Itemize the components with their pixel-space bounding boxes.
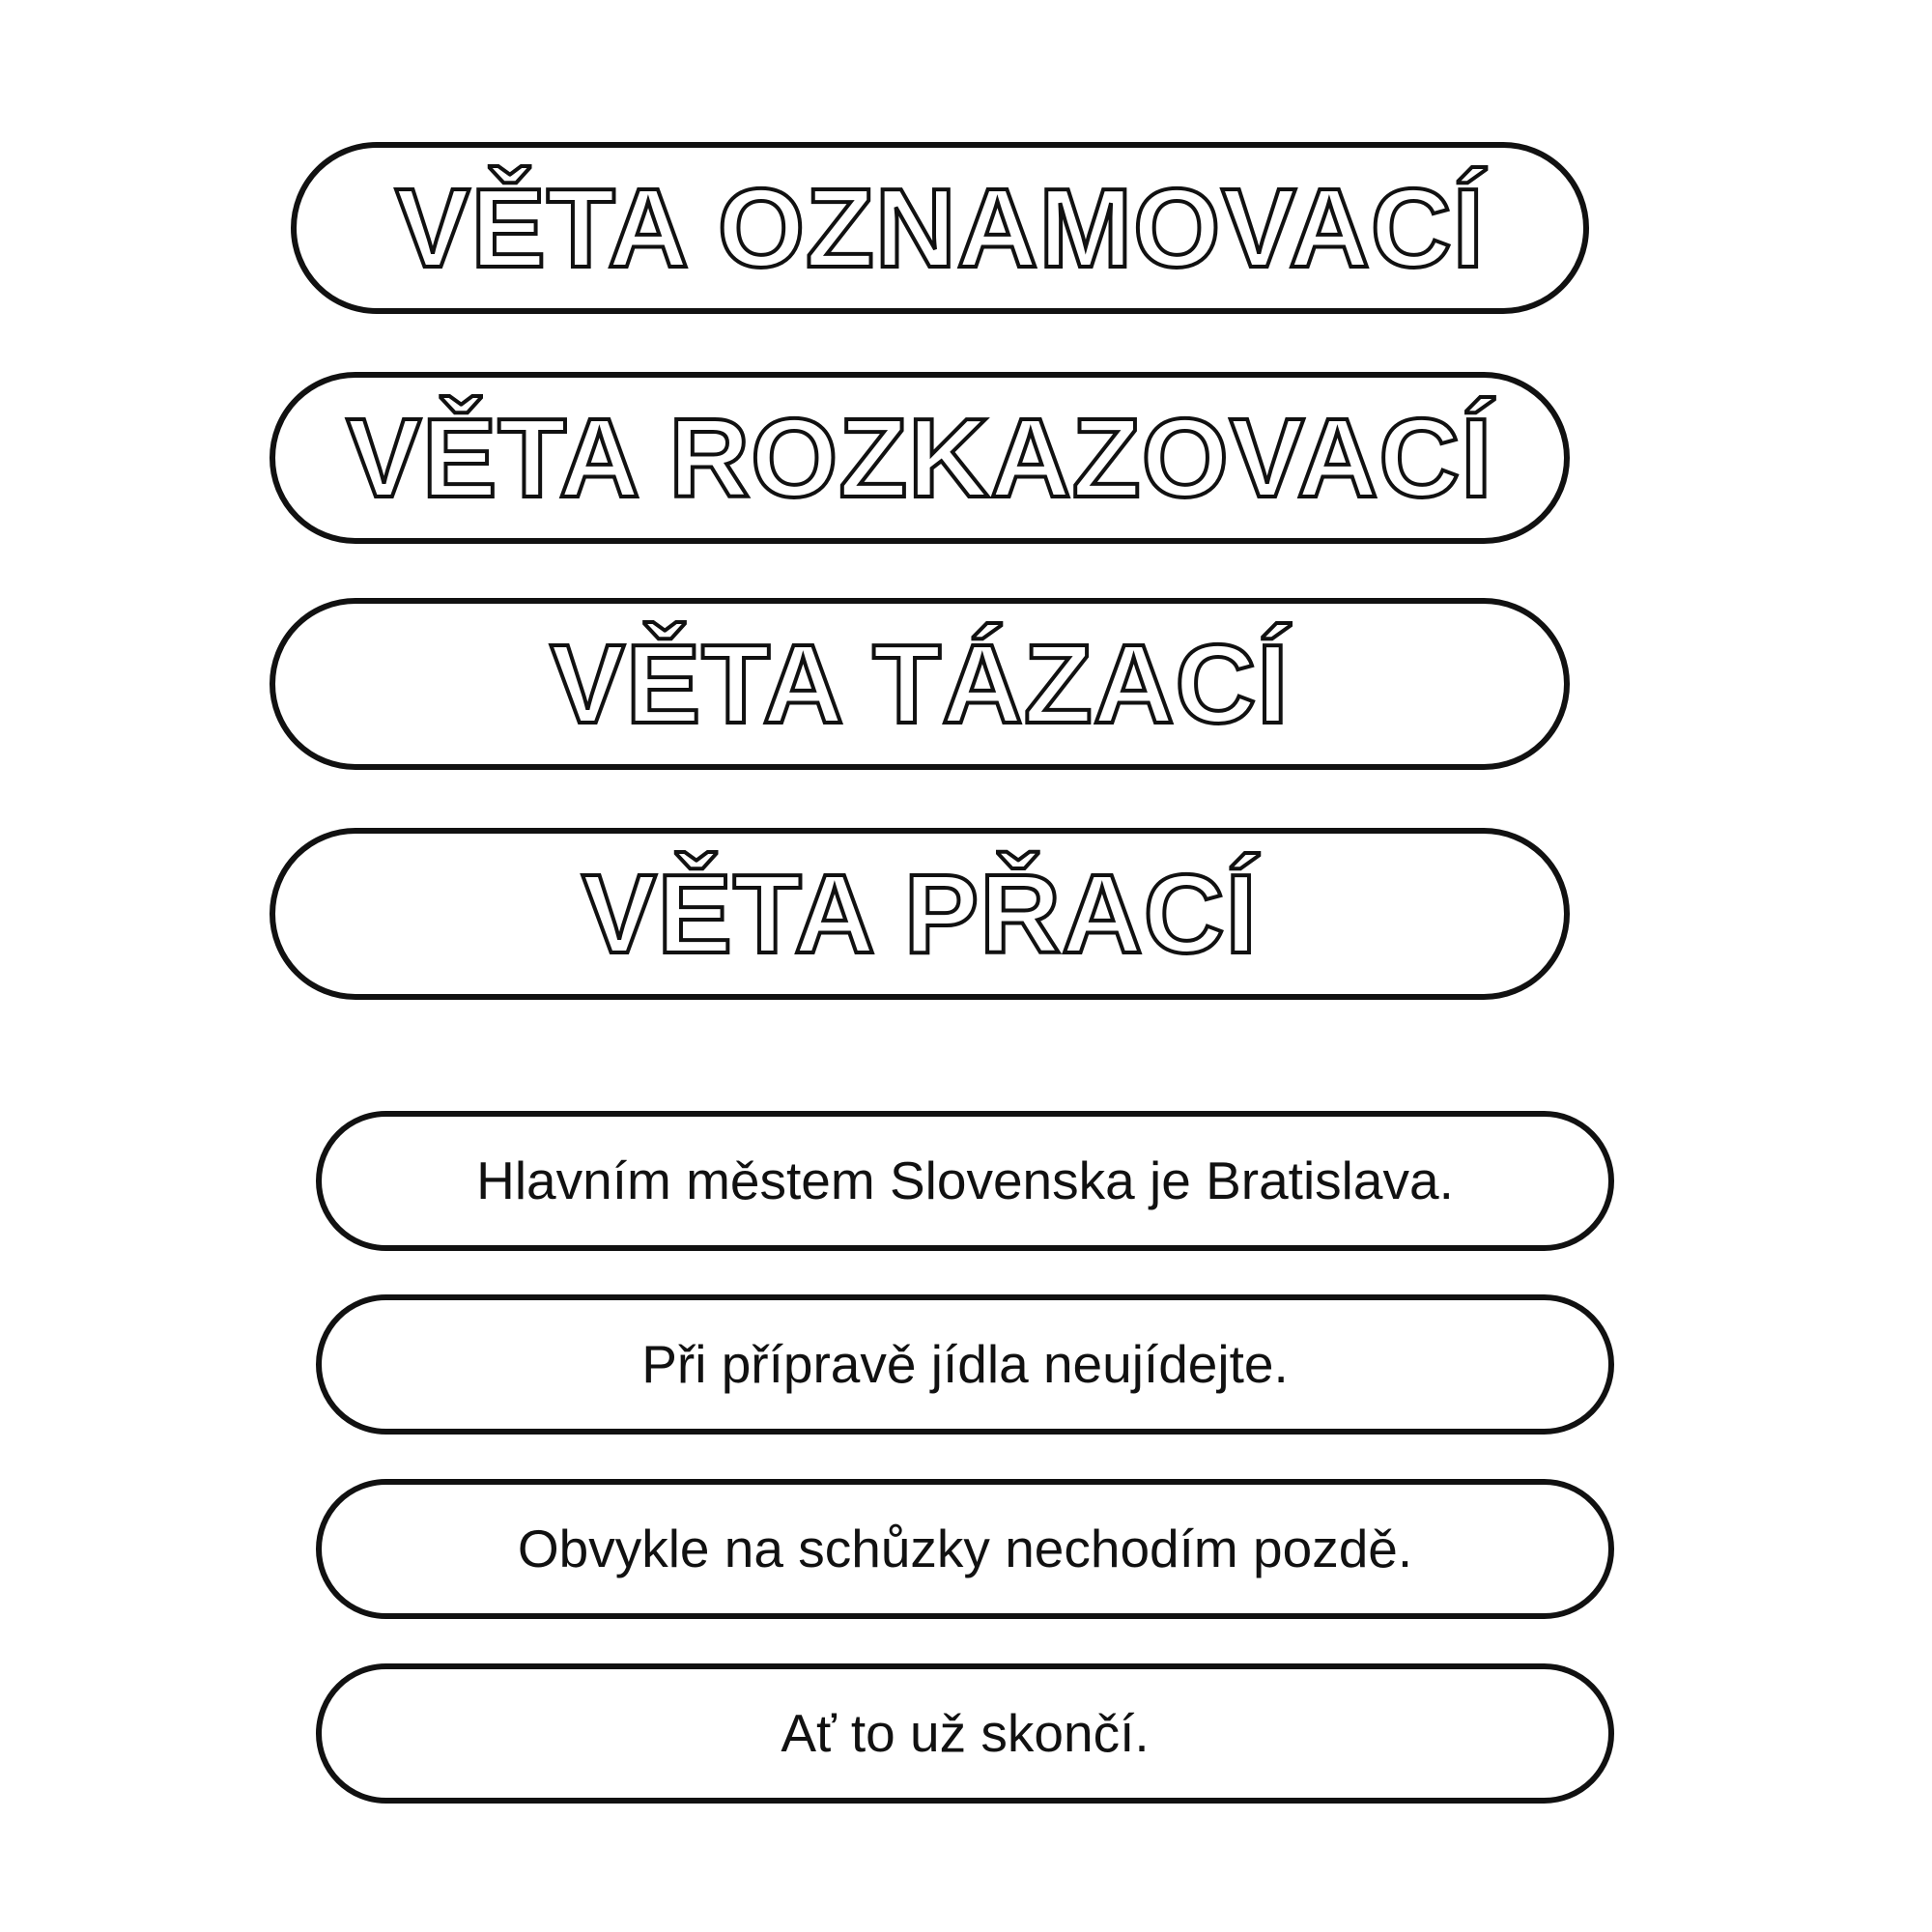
sentence-type-label: VĚTA PŘACÍ: [582, 851, 1258, 977]
sentence-text: Ať to už skončí.: [781, 1703, 1150, 1763]
sentence-type-label: VĚTA ROZKAZOVACÍ: [346, 395, 1493, 521]
sentence-type-card-praci: [270, 828, 1570, 1000]
sentence-card: [316, 1479, 1614, 1619]
sentence-card: [316, 1111, 1614, 1251]
sentence-type-label: VĚTA OZNAMOVACÍ: [395, 165, 1485, 291]
sentence-card: [316, 1294, 1614, 1435]
sentence-text: Při přípravě jídla neujídejte.: [641, 1334, 1289, 1394]
sentence-card: [316, 1663, 1614, 1804]
sentence-type-card-oznamovaci: [291, 142, 1589, 314]
sentence-text: Hlavním městem Slovenska je Bratislava.: [476, 1151, 1454, 1210]
sentence-type-label: VĚTA TÁZACÍ: [550, 621, 1290, 747]
sentence-text: Obvykle na schůzky nechodím pozdě.: [517, 1519, 1413, 1578]
sentence-type-card-tazaci: [270, 598, 1570, 770]
sentence-type-card-rozkazovaci: [270, 372, 1570, 544]
